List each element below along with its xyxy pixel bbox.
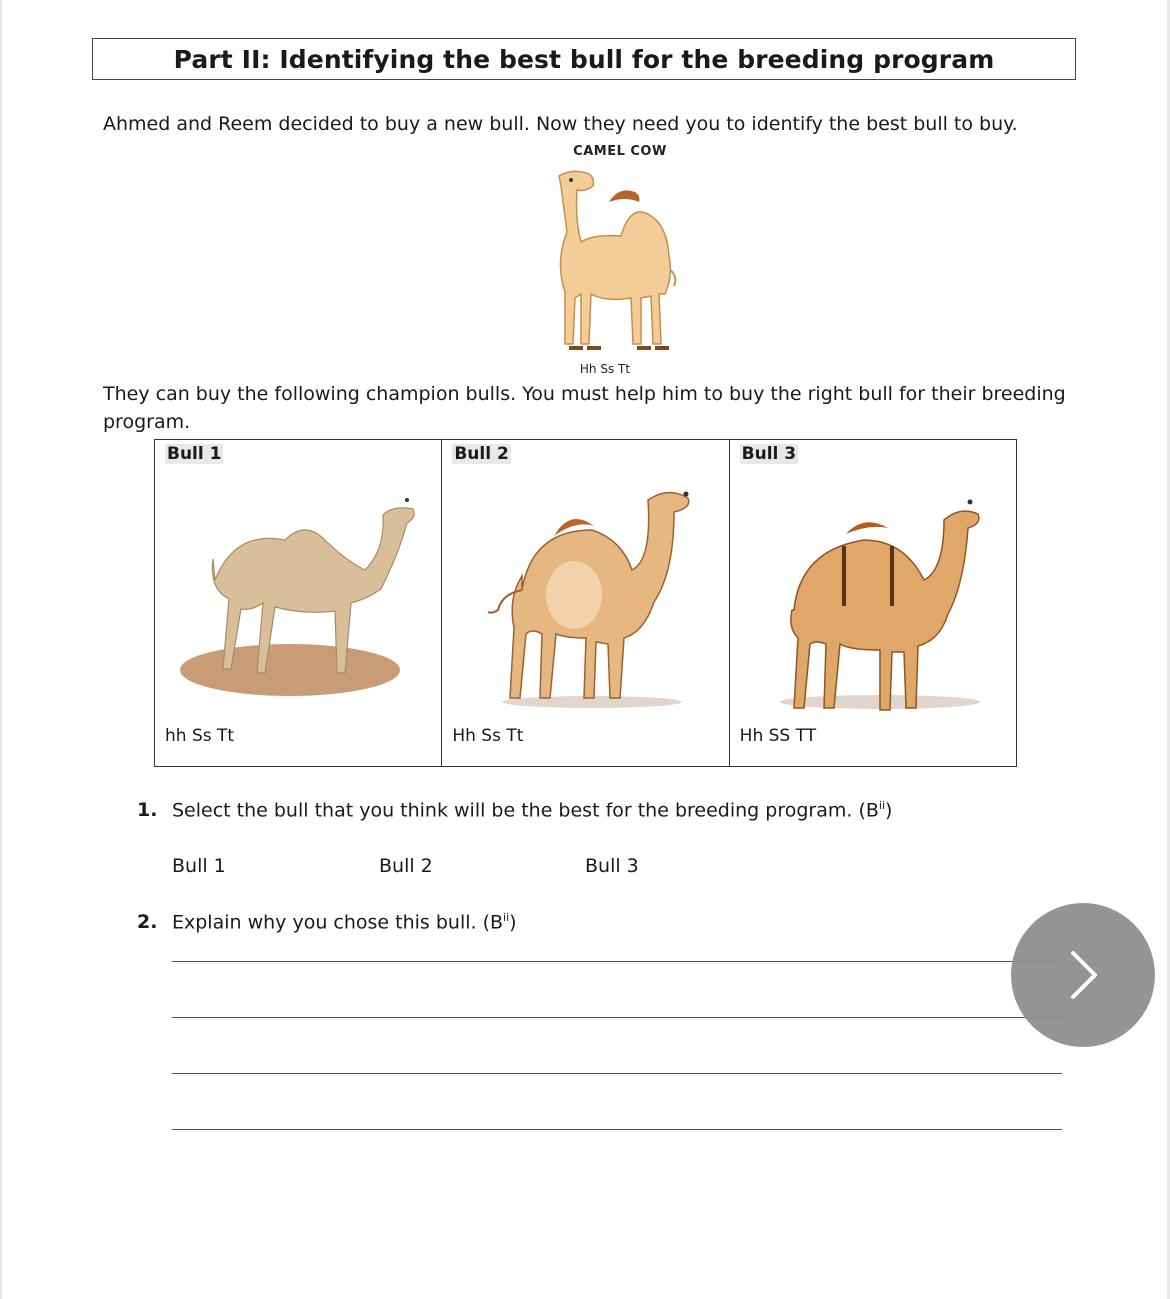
answer-line[interactable] bbox=[172, 1129, 1062, 1130]
bull-1-image bbox=[175, 480, 430, 720]
answer-line[interactable] bbox=[172, 1073, 1062, 1074]
bull-genotype: hh Ss Tt bbox=[165, 726, 235, 746]
cow-caption: CAMEL COW bbox=[573, 144, 667, 159]
bull-cell-2 bbox=[442, 440, 729, 767]
bull-genotype: Hh SS TT bbox=[739, 726, 817, 746]
page-edge bbox=[0, 0, 2, 1299]
paragraph-line: They can buy the following champion bulls. You must help him to buy the right bull for their breeding bbox=[103, 383, 1066, 405]
question-1-number: 1. bbox=[137, 799, 158, 821]
bull-3-image bbox=[750, 480, 1005, 720]
cow-genotype: Hh Ss Tt bbox=[579, 362, 631, 376]
bull-cell-1 bbox=[155, 440, 442, 767]
bull-2-image bbox=[462, 480, 717, 720]
question-1-text: Select the bull that you think will be the best for the breeding program. $(B^{ii})$ bbox=[172, 799, 893, 822]
option-bull-2[interactable]: Bull 2 bbox=[379, 855, 433, 877]
bull-cell-3 bbox=[729, 440, 1016, 767]
camel-cow-image bbox=[545, 162, 695, 357]
bull-genotype: Hh Ss Tt bbox=[452, 726, 524, 746]
question-2-number: 2. bbox=[137, 911, 158, 933]
section-title-box bbox=[92, 38, 1076, 80]
section-title: Part II: Identifying the best bull for the breeding program bbox=[173, 44, 995, 74]
intro-text: Ahmed and Reem decided to buy a new bull. Now they need you to identify the best bull to buy. bbox=[103, 113, 1018, 135]
question-2-text: Explain why you chose this bull. $(B^{ii})$ bbox=[172, 911, 517, 934]
option-bull-3[interactable]: Bull 3 bbox=[585, 855, 639, 877]
answer-line[interactable] bbox=[172, 961, 1062, 962]
bull-label: Bull 1 bbox=[167, 444, 222, 464]
answer-line[interactable] bbox=[172, 1017, 1062, 1018]
bull-label: Bull 3 bbox=[741, 444, 797, 464]
chevron-right-icon bbox=[1063, 945, 1103, 1005]
paragraph-line: program. bbox=[103, 411, 191, 433]
option-bull-1[interactable]: Bull 1 bbox=[172, 855, 226, 877]
bulls-table bbox=[154, 439, 1017, 767]
bull-label: Bull 2 bbox=[454, 444, 509, 464]
next-page-button[interactable] bbox=[1011, 903, 1155, 1047]
